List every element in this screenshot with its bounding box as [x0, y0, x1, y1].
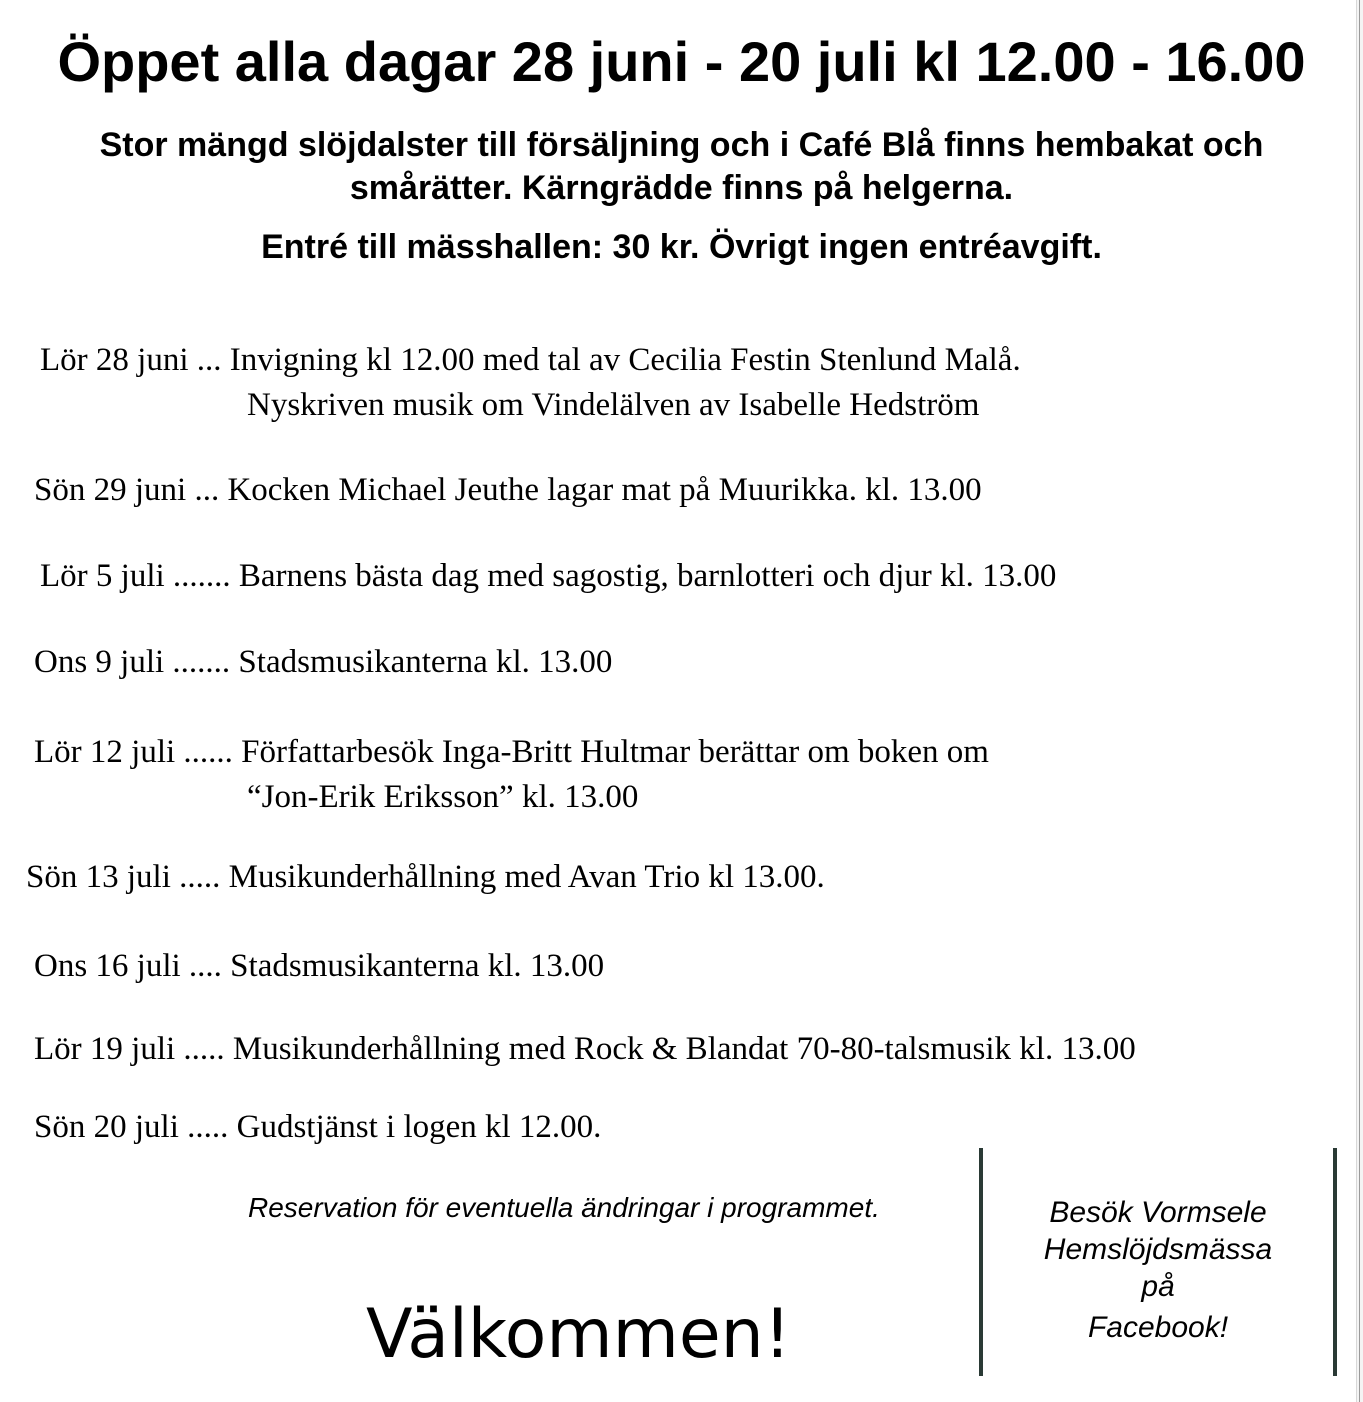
program-item: [34, 730, 989, 820]
program-item: [34, 640, 612, 685]
entry-fee: Entré till mässhallen: 30 kr. Övrigt ingen entréavgift.: [261, 228, 1102, 266]
program-item: [34, 1027, 1136, 1072]
program-item: [34, 468, 982, 513]
facebook-line: Facebook!: [1087, 1311, 1229, 1344]
program-item-text: Lör 5 juli ....... Barnens bästa dag med sagostig, barnlotteri och djur kl. 13.00: [40, 558, 1057, 594]
program-item-text: Lör 19 juli ..... Musikunderhållning med Rock & Blandat 70-80-talsmusik kl. 13.00: [34, 1031, 1136, 1067]
page-title: Öppet alla dagar 28 juni - 20 juli kl 12.00 - 16.00: [57, 30, 1306, 93]
program-item: [34, 1105, 601, 1150]
program-item: [26, 855, 825, 900]
facebook-box: [979, 1148, 1337, 1376]
program-item-text: Sön 13 juli ..... Musikunderhållning med Avan Trio kl 13.00.: [26, 859, 825, 895]
facebook-line: Hemslöjdsmässa: [1043, 1233, 1273, 1266]
program-item-text: Ons 9 juli ....... Stadsmusikanterna kl. 13.00: [34, 644, 613, 680]
program-item-continuation: “Jon-Erik Eriksson” kl. 13.00: [247, 779, 639, 815]
facebook-line: Besök Vormsele: [1049, 1196, 1267, 1229]
program-item: [34, 944, 604, 989]
program-item: [40, 338, 1021, 428]
welcome-text: Välkommen!: [366, 1295, 792, 1374]
program-item-text: Lör 28 juni ... Invigning kl 12.00 med tal av Cecilia Festin Stenlund Malå.: [40, 342, 1021, 378]
program-item-text: Sön 29 juni ... Kocken Michael Jeuthe lagar mat på Muurikka. kl. 13.00: [34, 472, 982, 508]
program-item: [40, 554, 1056, 599]
program-item-text: Sön 20 juli ..... Gudstjänst i logen kl 12.00.: [34, 1109, 602, 1145]
facebook-text: [983, 1194, 1333, 1346]
reservation-note: Reservation för eventuella ändringar i programmet.: [248, 1192, 880, 1223]
program-item-continuation: Nyskriven musik om Vindelälven av Isabelle Hedström: [247, 387, 980, 423]
program-item-text: Ons 16 juli .... Stadsmusikanterna kl. 13.00: [34, 948, 605, 984]
program-item-text: Lör 12 juli ...... Författarbesök Inga-Britt Hultmar berättar om boken om: [34, 734, 989, 770]
subtitle: Stor mängd slöjdalster till försäljning och i Café Blå finns hembakat och smårätter. Kärngrädde finns på helgerna.: [99, 126, 1264, 207]
page-edge-line: [1359, 0, 1360, 1402]
facebook-line: på: [1141, 1270, 1175, 1303]
